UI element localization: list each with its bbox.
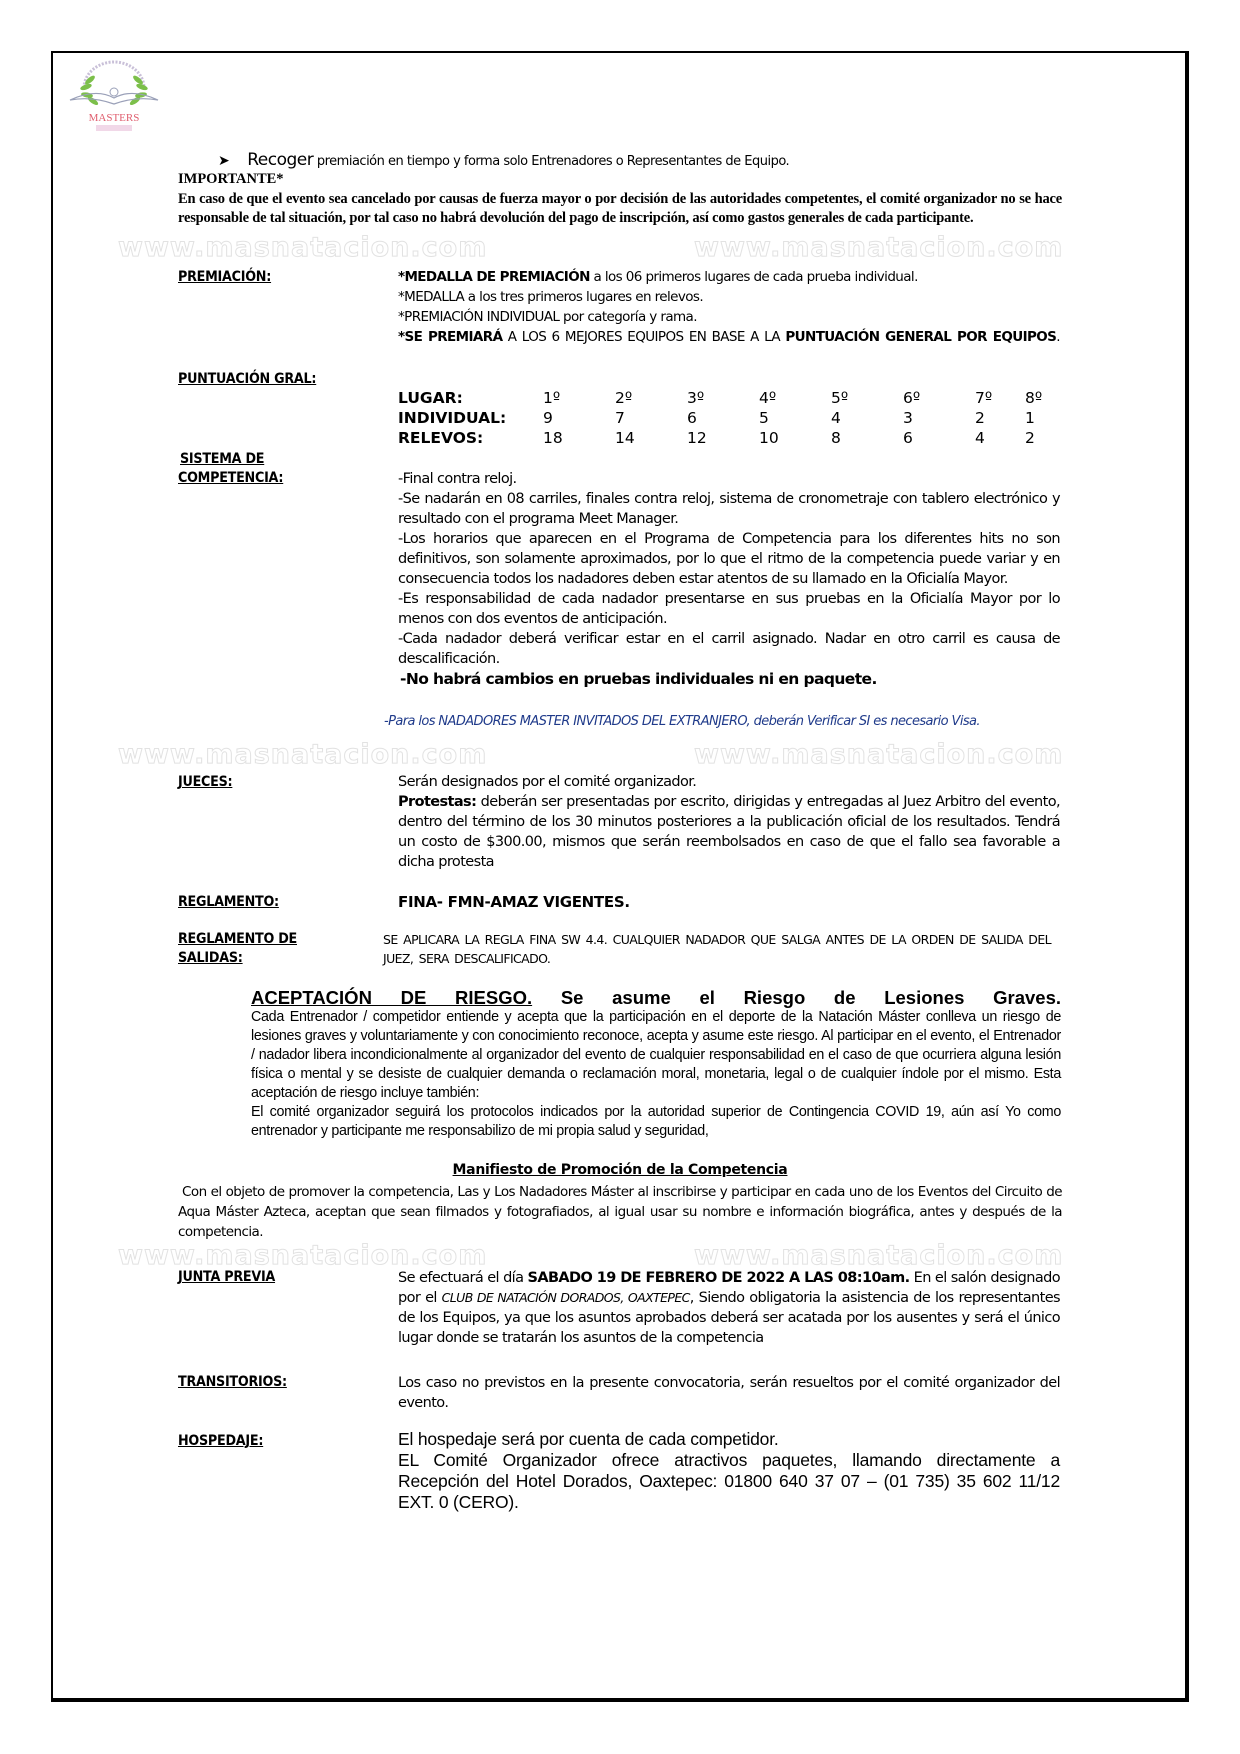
sistema-label-1: SISTEMA DE [180, 451, 265, 467]
manifiesto-text: Con el objeto de promover la competencia, Las y Los Nadadores Máster al inscribirse y participar en cada uno de los Eventos del Circuito de Aqua Máster Azteca, aceptan que sean filmados y fotografiados, al igual usar su nombre e información biográfica, antes y después de la competencia. [178, 1184, 1062, 1240]
puntuacion-cell: 2º [615, 389, 633, 407]
sistema-item: -Final contra reloj. [398, 471, 517, 487]
watermark: www.masnatacion.com [118, 739, 488, 770]
puntuacion-row-label: INDIVIDUAL: [398, 409, 507, 427]
riesgo-body: Cada Entrenador / competidor entiende y acepta que la participación en el deporte de la Natación Máster conlleva un riesgo de lesiones graves y voluntariamente y con conocimiento reconoce, acepta y asume este riesgo. Al participar en el evento, el Entrenador / nadador libera incondicionalmente al organizador del evento de cualquier responsabilidad en el caso de que ocurriera alguna lesión física o mental y se desiste de cualquier demanda o reclamación moral, monetaria, legal o de cualquier índole por el mismo. Esta aceptación de riesgo incluye también: El comité organizador seguirá los protocolos indicados por la autoridad superior de Contingencia COVID 19, aún así Yo como entrenador y participante me responsabilizo de mi propia salud y seguridad, [251, 1009, 1061, 1139]
puntuacion-cell: 18 [543, 429, 563, 447]
transitorios-label: TRANSITORIOS: [178, 1374, 287, 1390]
puntuacion-cell: 8 [831, 429, 841, 447]
sistema-bold-item: -No habrá cambios en pruebas individuales ni en paquete. [400, 670, 877, 688]
salidas-label-2: SALIDAS: [178, 950, 243, 966]
puntuacion-table [398, 388, 1055, 448]
jueces-label: JUECES: [178, 774, 233, 790]
puntuacion-cell: 8º [1025, 389, 1043, 407]
riesgo-heading: ACEPTACIÓN DE RIESGO. Se asume el Riesgo de Lesiones Graves. [251, 987, 1061, 1008]
watermark: www.masnatacion.com [694, 232, 1064, 263]
arrow-bullet-icon: ➤ [218, 153, 230, 169]
puntuacion-cell: 12 [687, 429, 707, 447]
laurel-right-icon [129, 74, 149, 106]
puntuacion-cell: 2 [1025, 429, 1035, 447]
puntuacion-row-label: LUGAR: [398, 389, 463, 407]
hospedaje-label: HOSPEDAJE: [178, 1433, 264, 1449]
reglamento-label: REGLAMENTO: [178, 894, 279, 910]
puntuacion-cell: 10 [759, 429, 779, 447]
junta-label: JUNTA PREVIA [178, 1269, 276, 1285]
puntuacion-cell: 1 [1025, 409, 1035, 427]
logo-text: MASTERS [88, 112, 140, 124]
puntuacion-cell: 5 [759, 409, 769, 427]
junta-body: Se efectuará el día SABADO 19 DE FEBRERO DE 2022 A LAS 08:10am. En el salón designado por el CLUB DE NATACIÓN DORADOS, OAXTEPEC, Siendo obligatoria la asistencia de los representantes de los Equipos, ya que los asuntos aprobados deberá ser acatada por los ausentes y será el único lugar donde se tratarán los asuntos de la competencia [398, 1270, 1060, 1346]
puntuacion-cell: 3º [687, 389, 705, 407]
salidas-label-1: REGLAMENTO DE [178, 931, 297, 947]
puntuacion-cell: 3 [903, 409, 913, 427]
puntuacion-row [398, 428, 1055, 448]
puntuacion-cell: 4 [975, 429, 985, 447]
puntuacion-row-label: RELEVOS: [398, 429, 484, 447]
importante-title: IMPORTANTE* [178, 171, 284, 187]
puntuacion-row [398, 408, 1055, 428]
logo-ring [84, 62, 144, 88]
hospedaje-body: El hospedaje será por cuenta de cada competidor. EL Comité Organizador ofrece atractivos paquetes, llamando directamente a Recepción del Hotel Dorados, Oaxtepec: 01800 640 37 07 – (01 735) 35 602 11/12 EXT. 0 (CERO). [398, 1429, 1060, 1512]
watermark: www.masnatacion.com [118, 1240, 488, 1271]
sistema-item: -Cada nadador deberá verificar estar en el carril asignado. Nadar en otro carril es causa de descalificación. [398, 631, 1060, 667]
puntuacion-cell: 14 [615, 429, 635, 447]
masters-logo [66, 58, 162, 136]
watermark: www.masnatacion.com [694, 1240, 1064, 1271]
puntuacion-cell: 5º [831, 389, 849, 407]
puntuacion-row [398, 388, 1055, 408]
importante-text: En caso de que el evento sea cancelado por causas de fuerza mayor o por decisión de las autoridades competentes, el comité organizador no se hace responsable de tal situación, por tal caso no habrá devolución del pago de inscripción, así como gastos generales de cada participante. [178, 191, 1062, 226]
sistema-body [398, 469, 1060, 689]
sistema-label-2: COMPETENCIA: [178, 470, 284, 486]
extranjero-note: -Para los NADADORES MASTER INVITADOS DEL EXTRANJERO, deberán Verificar SI es necesario Visa. [384, 714, 980, 729]
puntuacion-cell: 4º [759, 389, 777, 407]
puntuacion-cell: 7 [615, 409, 625, 427]
premiacion-body: *MEDALLA DE PREMIACIÓN a los 06 primeros lugares de cada prueba individual. *MEDALLA a los tres primeros lugares en relevos. *PREMIACIÓN INDIVIDUAL por categoría y rama. *SE PREMIARÁ A LOS 6 MEJORES EQUIPOS EN BASE A LA PUNTUACIÓN GENERAL POR EQUIPOS. [398, 269, 1060, 345]
logo-swimmer-icon [110, 88, 118, 96]
premiacion-label: PREMIACIÓN: [178, 269, 272, 285]
puntuacion-cell: 1º [543, 389, 561, 407]
bullet-recoger: ➤ Recoger premiación en tiempo y forma solo Entrenadores o Representantes de Equipo. [218, 150, 790, 170]
puntuacion-label: PUNTUACIÓN GRAL: [178, 371, 317, 387]
puntuacion-cell: 7º [975, 389, 993, 407]
manifiesto-title: Manifiesto de Promoción de la Competencia [452, 1162, 788, 1178]
transitorios-text: Los caso no previstos en la presente convocatoria, serán resueltos por el comité organizador del evento. [398, 1375, 1060, 1411]
logo-wings-icon [70, 93, 158, 104]
sistema-item: -Es responsabilidad de cada nadador presentarse en sus pruebas en la Oficialía Mayor por lo menos con dos eventos de anticipación. [398, 591, 1060, 627]
sistema-item: -Los horarios que aparecen en el Programa de Competencia para los diferentes hits no son definitivos, son solamente aproximados, por lo que el ritmo de la competencia puede variar y en consecuencia todos los nadadores deben estar atentos de su llamado en la Oficialía Mayor. [398, 531, 1060, 587]
salidas-text: SE APLICARA LA REGLA FINA SW 4.4. CUALQUIER NADADOR QUE SALGA ANTES DE LA ORDEN DE SALIDA DEL JUEZ, SERA DESCALIFICADO. [383, 932, 1051, 966]
puntuacion-cell: 6º [903, 389, 921, 407]
sistema-item: -Se nadarán en 08 carriles, finales contra reloj, sistema de cronometraje con tablero electrónico y resultado con el programa Meet Manager. [398, 491, 1060, 527]
puntuacion-cell: 9 [543, 409, 553, 427]
puntuacion-cell: 6 [903, 429, 913, 447]
watermark: www.masnatacion.com [118, 232, 488, 263]
reglamento-text: FINA- FMN-AMAZ VIGENTES. [398, 893, 630, 911]
jueces-body: Serán designados por el comité organizador. Protestas: deberán ser presentadas por escrito, dirigidas y entregadas al Juez Arbitro del evento, dentro del término de los 30 minutos posteriores a la publicación oficial de los resultados. Tendrá un costo de $300.00, mismos que serán reembolsados en caso de que el fallo sea favorable a dicha protesta [398, 774, 1060, 870]
watermark: www.masnatacion.com [694, 739, 1064, 770]
puntuacion-cell: 2 [975, 409, 985, 427]
laurel-left-icon [80, 74, 100, 106]
puntuacion-cell: 6 [687, 409, 697, 427]
puntuacion-cell: 4 [831, 409, 841, 427]
